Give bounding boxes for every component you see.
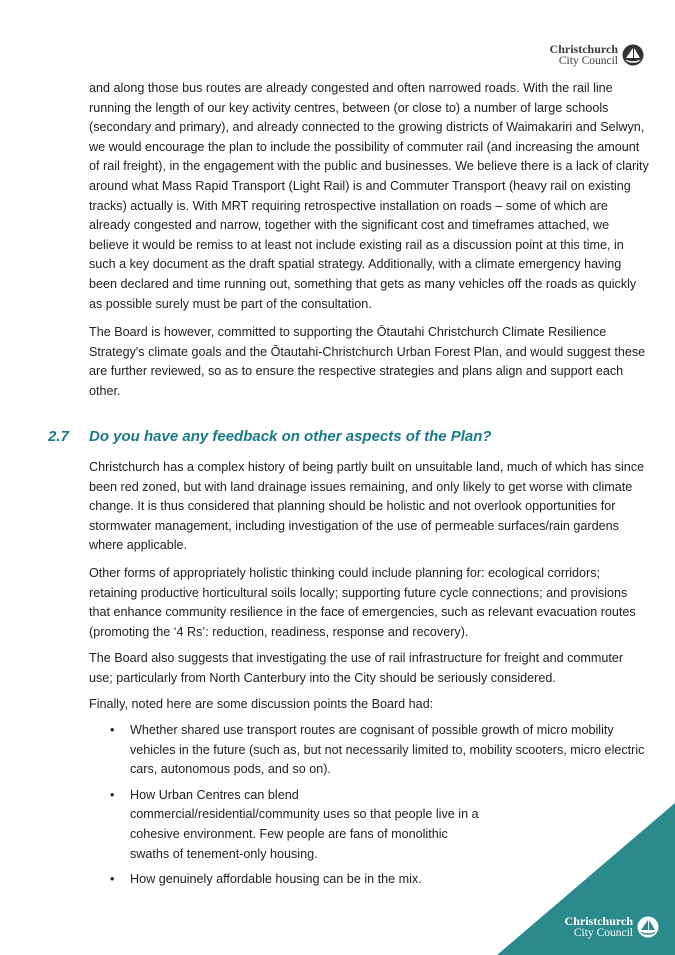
paragraph-board-commitment: The Board is however, committed to supporting the Ōtautahi Christchurch Climate Resilience Strategy's climate goals and the Ōtautahi-Christchurch Urban Forest Plan, and would suggest these are further reviewed, so as to ensure the respective strategies and plans align and support each other. [89, 325, 646, 398]
footer-logo-line2: City Council [573, 927, 633, 939]
paragraph-discussion-intro: Finally, noted here are some discussion points the Board had: [89, 697, 434, 711]
paragraph-land-history: Christchurch has a complex history of being partly built on unsuitable land, much of which has since been red zoned, but with land drainage issues remaining, and only likely to get worse with climate change. It is thus considered that planning should be holistic and not overlook opportunities for stormwater management, including investigation of the use of permeable surfaces/rain gardens where applicable. [89, 460, 645, 553]
section-title: Do you have any feedback on other aspects of the Plan? [89, 428, 492, 445]
list-item-text: Whether shared use transport routes are cognisant of possible growth of micro mobility vehicles in the future (such as, but not necessarily limited to, mobility scooters, micro electric cars, autonomous pods, and so on). [130, 723, 645, 777]
header-logo-text [550, 43, 618, 67]
footer-council-emblem-icon [637, 916, 659, 938]
list-item-text: How Urban Centres can blend commercial/residential/community uses so that people live in a cohesive environment. Few people are fans of monolithic swaths of tenement-only housing. [130, 787, 479, 861]
footer-logo-text [565, 915, 633, 939]
bullet-icon: • [110, 872, 115, 887]
council-emblem-icon [622, 44, 644, 66]
list-item [110, 721, 650, 780]
header-logo-line2: City Council [558, 55, 618, 67]
paragraph-rail-transport: and along those bus routes are already congested and often narrowed roads. With the rail line running the length of our key activity centres, between (or close to) a number of large schools (secondary and primary), and already connected to the growing districts of Waimakariri and Selwyn, we would encourage the plan to include the possibility of commuter rail (and increasing the amount of rail freight), in the engagement with the public and businesses. We believe there is a lack of clarity around what Mass Rapid Transport (Light Rail) is and Commuter Transport (heavy rail on existing tracks) actually is. With MRT requiring retrospective installation on roads – some of which are already congested and narrow, together with the significant cost and timeframes attached, we believe it would be remiss to at least not include existing rail as a discussion point at this time, in such a key document as the draft spatial strategy. Additionally, with a climate emergency having been declared and time running out, something that gets as many vehicles off the roads as quickly as possible surely must be part of the consultation. [89, 81, 649, 311]
section-heading [48, 428, 608, 445]
footer-logo [565, 915, 659, 939]
paragraph-holistic-thinking: Other forms of appropriately holistic thinking could include planning for: ecological corridors; retaining productive horticultural soils locally; supporting future cycle connections; and provisions that enhance community resilience in the face of emergencies, such as relevant evacuation routes (promoting the ‘4 Rs’: reduction, readiness, response and recovery). [89, 566, 636, 639]
footer-logo-line1: Christchurch [564, 914, 633, 928]
header-logo-line1: Christchurch [549, 42, 618, 56]
list-item-text: How genuinely affordable housing can be in the mix. [130, 872, 422, 887]
header-logo [550, 43, 644, 67]
paragraph-rail-infrastructure: The Board also suggests that investigating the use of rail infrastructure for freight and commuter use; particularly from North Canterbury into the City should be seriously considered. [89, 651, 624, 685]
section-number: 2.7 [48, 428, 69, 445]
bullet-icon: • [110, 723, 115, 737]
bullet-icon: • [110, 787, 115, 802]
